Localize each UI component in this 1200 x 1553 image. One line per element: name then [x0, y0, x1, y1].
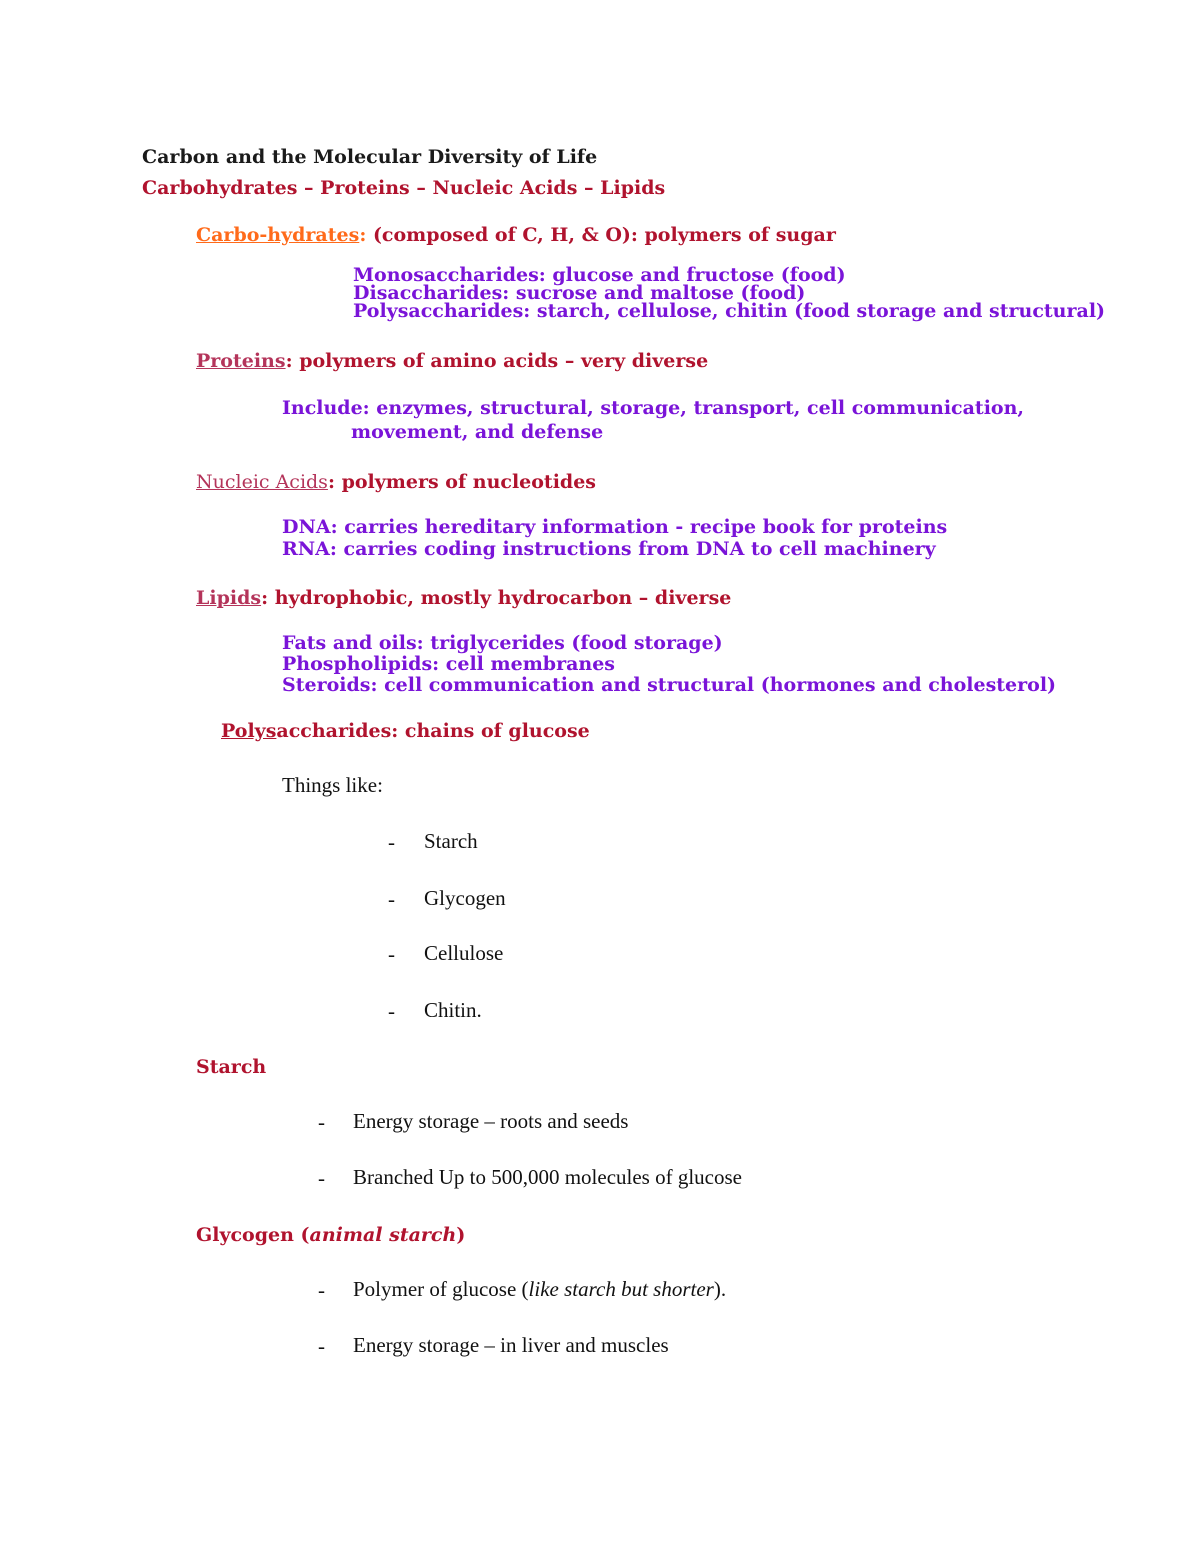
glycogen-item-energy: Energy storage – in liver and muscles [353, 1333, 669, 1357]
bullet-dash: - [388, 887, 395, 911]
starch-heading: Starch [196, 1056, 267, 1078]
lipids-item-fats: Fats and oils: triglycerides (food storage) [282, 632, 723, 654]
bullet-dash: - [318, 1110, 325, 1134]
starch-item-branched: Branched Up to 500,000 molecules of glucose [353, 1165, 742, 1189]
poly-item-cellulose: Cellulose [424, 941, 504, 965]
poly-label-rest: accharides: chains of glucose [276, 720, 590, 742]
nucleic-desc: : polymers of nucleotides [327, 471, 596, 493]
glycogen-heading [196, 1224, 465, 1246]
glycogen-item1-b: ). [713, 1277, 727, 1301]
lipids-item-steroids: Steroids: cell communication and structural (hormones and cholesterol) [282, 674, 1057, 696]
bullet-dash: - [318, 1166, 325, 1190]
lipids-heading [196, 587, 731, 609]
poly-heading [221, 720, 590, 742]
carbs-colon: : [359, 224, 367, 246]
glycogen-heading-italic: animal starch [309, 1224, 457, 1246]
nucleic-heading [196, 471, 596, 493]
bullet-dash: - [318, 1334, 325, 1358]
proteins-heading [196, 350, 708, 372]
proteins-desc: : polymers of amino acids – very diverse [285, 350, 709, 372]
proteins-include-line2: movement, and defense [351, 421, 604, 443]
carbs-item-mono: Monosaccharides: glucose and fructose (food) [353, 264, 846, 286]
bullet-dash: - [388, 999, 395, 1023]
poly-item-chitin: Chitin. [424, 998, 482, 1022]
proteins-label: Proteins [196, 350, 286, 372]
poly-label-underlined: Polys [221, 720, 277, 742]
glycogen-heading-a: Glycogen ( [196, 1224, 310, 1246]
lipids-desc: : hydrophobic, mostly hydrocarbon – diverse [261, 587, 732, 609]
glycogen-item1-a: Polymer of glucose ( [353, 1277, 529, 1301]
nucleic-item-dna: DNA: carries hereditary information - recipe book for proteins [282, 516, 948, 538]
carbs-item-di: Disaccharides: sucrose and maltose (food) [353, 282, 806, 304]
page-subtitle: Carbohydrates – Proteins – Nucleic Acids – Lipids [142, 177, 666, 199]
carbs-heading [196, 224, 836, 246]
glycogen-item-polymer [353, 1278, 726, 1300]
lipids-label: Lipids [196, 587, 262, 609]
glycogen-item1-italic: like starch but shorter [528, 1277, 714, 1301]
poly-item-starch: Starch [424, 829, 478, 853]
proteins-include-line1: Include: enzymes, structural, storage, transport, cell communication, [282, 397, 1025, 419]
poly-intro: Things like: [282, 773, 383, 797]
glycogen-heading-b: ) [456, 1224, 466, 1246]
bullet-dash: - [388, 830, 395, 854]
nucleic-item-rna: RNA: carries coding instructions from DNA to cell machinery [282, 538, 936, 560]
carbs-desc: (composed of C, H, & O): polymers of sugar [366, 224, 836, 246]
lipids-item-phospho: Phospholipids: cell membranes [282, 653, 616, 675]
bullet-dash: - [318, 1278, 325, 1302]
carbs-label: Carbo-hydrates [196, 224, 360, 246]
carbs-item-poly: Polysaccharides: starch, cellulose, chitin (food storage and structural) [353, 300, 1106, 322]
nucleic-label: Nucleic Acids [196, 471, 328, 493]
bullet-dash: - [388, 942, 395, 966]
poly-item-glycogen: Glycogen [424, 886, 506, 910]
page-title: Carbon and the Molecular Diversity of Life [142, 146, 598, 168]
starch-item-energy: Energy storage – roots and seeds [353, 1109, 629, 1133]
